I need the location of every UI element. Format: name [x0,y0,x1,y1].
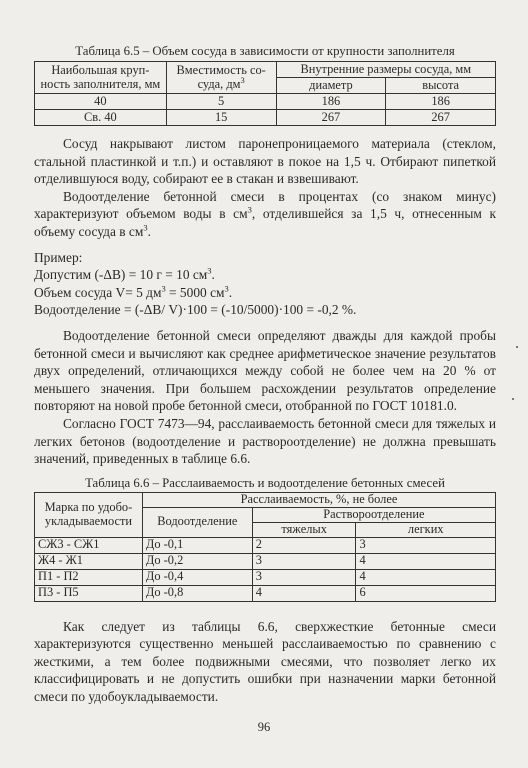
table-cell: 3 [252,569,356,585]
table-cell: До -0,4 [142,569,252,585]
table-6-6-header-heavy: тяжелых [252,522,356,537]
table-6-6-header-mortar: Раствороотделение [252,507,495,522]
scan-speck [516,346,518,348]
table-6-6-header-bleeding: Водоотделение [142,507,252,537]
table-cell: Св. 40 [35,110,167,126]
table-cell: 4 [356,553,496,569]
table-6-5-header-capacity: Вместимость со-суда, $дм^3$ [166,62,276,94]
example-title: Пример: [34,249,83,265]
table-cell: СЖ3 - СЖ1 [35,537,143,553]
table-row [35,553,496,569]
page-content [34,44,496,706]
table-cell: До -0,2 [142,553,252,569]
table-cell: До -0,1 [142,537,252,553]
example-line-2: Объем сосуда V= 5 $дм^3 = 5000$ $см^3$. [34,283,233,300]
table-cell: Ж4 - Ж1 [35,553,143,569]
scan-speck [512,398,514,400]
table-row [35,585,496,601]
table-cell: 2 [252,537,356,553]
table-cell: 186 [276,94,386,110]
table-cell: До -0,8 [142,585,252,601]
table-6-5-caption: Таблица 6.5 – Объем сосуда в зависимости от крупности заполнителя [75,44,455,58]
table-cell: 267 [386,110,496,126]
table-row [35,569,496,585]
paragraph-cover-vessel: Сосуд накрывают листом паронепроницаемого материала (стеклом, стальной пластинкой и т.п.) и оставляют в покое на 1,5 ч. Отбирают пипеткой отделившуюся воду, собирают ее в стакан и взвешивают. [34,136,496,187]
table-6-5-header-height: высота [386,78,496,94]
paragraph-gost-7473: Согласно ГОСТ 7473—94, расслаиваемость бетонной смеси для тяжелых и легких бетонов (водоотделение и раствороотделение) не должна превышать значений, приведенных в таблице 6.6. [34,415,496,467]
table-cell: 40 [35,94,167,110]
table-6-6 [34,492,496,602]
table-cell: 3 [252,553,356,569]
table-6-5-header-aggregate: Наибольшая круп-ность заполнителя, мм [35,62,167,94]
table-cell: 4 [252,585,356,601]
table-6-5-header-dimensions: Внутренние размеры сосуда, мм [276,62,495,78]
table-6-6-header-grade: Марка по удобо-укладываемости [35,492,143,537]
table-cell: 6 [356,585,496,601]
table-cell: П3 - П5 [35,585,143,601]
table-row [35,94,496,110]
example-line-1: Допустим (-ΔВ) = 10 г = 10 $см^3$. [34,265,215,283]
paragraph-bleeding-definition: Водоотделение бетонной смеси в процентах (со знаком минус) характеризуют объемом воды в $см^3$, отделившейся за 1,5 ч, отнесенным к объему сосуда в $см^3$. [34,188,496,239]
table-6-6-header-segregation: Расслаиваемость, %, не более [142,492,495,507]
table-cell: 5 [166,94,276,110]
table-row [35,537,496,553]
table-6-5-header-diameter: диаметр [276,78,386,94]
table-6-6-caption: Таблица 6.6 – Расслаиваемость и водоотделение бетонных смесей [85,475,445,490]
table-6-5 [34,61,496,126]
page-number: 96 [257,720,271,734]
table-cell: 267 [276,110,386,126]
table-cell: П1 - П2 [35,569,143,585]
table-cell: 186 [386,94,496,110]
table-cell: 4 [356,569,496,585]
table-row [35,110,496,126]
paragraph-double-determination: Водоотделение бетонной смеси определяют дважды для каждой пробы бетонной смеси и вычисляют как среднее арифметическое значение результатов двух определений, отличающихся между собой не более чем на 20 % от меньшего значения. При большем расхождении результатов определение повторяют на новой пробе бетонной смеси, отобранной по ГОСТ 10181.0. [34,327,496,414]
table-cell: 3 [356,537,496,553]
paragraph-conclusion: Как следует из таблицы 6.6, сверхжесткие бетонные смеси характеризуются существенно меньшей расслаиваемостью по сравнению с жесткими, а тем более подвижными смесями, что позволяет легко их классифицировать и не допустить ошибки при назначении марки бетонной смеси по удобоукладываемости. [34,618,496,705]
table-cell: 15 [166,110,276,126]
table-6-6-header-light: легких [356,522,496,537]
example-line-3: Водоотделение = (-ΔВ/ V)·100 = (-10/5000)·100 = -0,2 %. [34,302,357,318]
